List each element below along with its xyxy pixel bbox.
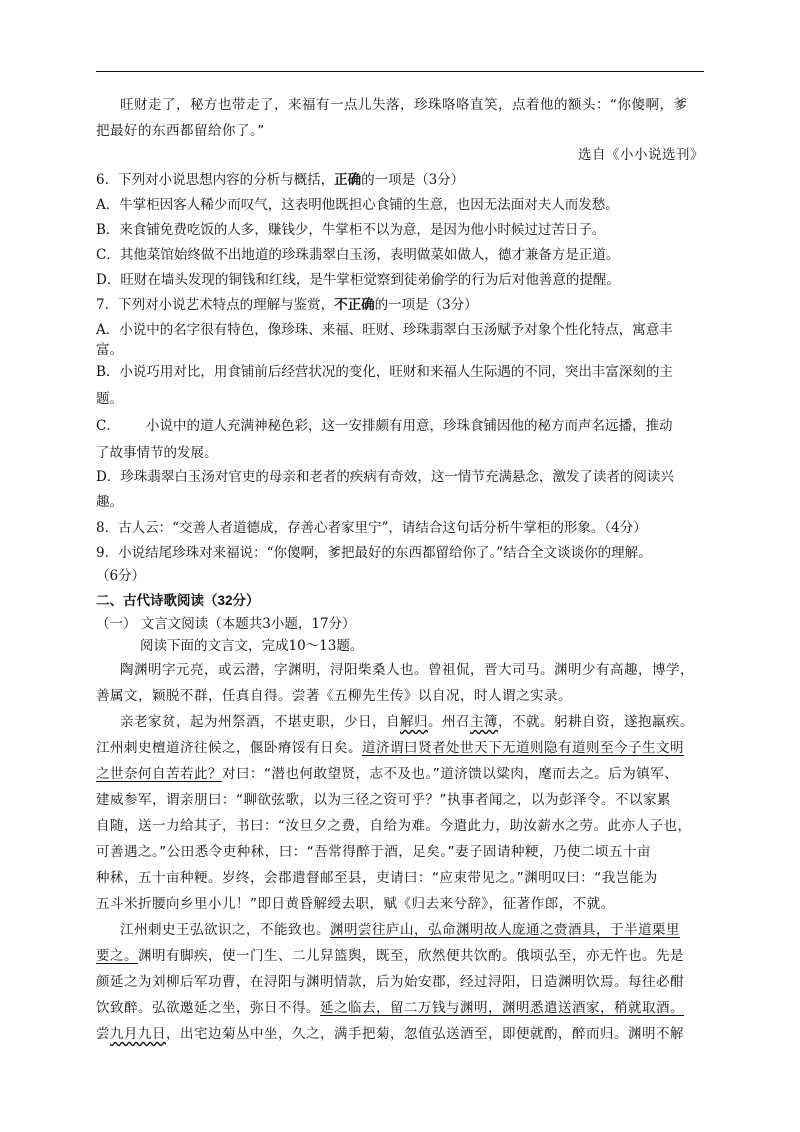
subsection-heading: （一） 文言文阅读（本题共3小题，17分） [96,616,356,632]
passage-line [120,713,694,731]
passage-line [96,765,678,783]
passage-text: 亲老家贫，起为州祭酒，不堪吏职，少日，自 [120,714,400,730]
underlined-sentence: 之世奈何自苦若此？ [96,766,222,782]
story-paragraph-cont: 把最好的东西都留给你了。” [96,123,265,139]
q6-option-b: B．来食铺免费吃饭的人多，赚钱少，牛掌柜不以为意，是因为他小时候过过苦日子。 [96,222,606,238]
q7-option-b-cont: 题。 [96,391,123,407]
q6-option-c: C．其他菜馆始终做不出地道的珍珠翡翠白玉汤，表明做菜如做人，德才兼备方是正道。 [96,247,620,263]
q7-stem-pre: 7．下列对小说艺术特点的理解与鉴赏， [96,297,335,313]
passage-line: 自随，送一力给其子，书曰：“汝旦夕之费，自给为难。今遣此力，助汝薪水之劳。此亦人子也， [96,818,692,834]
q6-stem-post: 的一项是（3分） [361,172,465,188]
passage-text: ，不就。躬耕自资，遂抱羸疾。 [498,714,694,730]
q7-stem-post: 的一项是（3分） [374,297,478,313]
question-7-stem [96,296,478,314]
q7-option-d: D．珍珠翡翠白玉汤对官吏的母亲和老者的疾病有奇效，这一情节充满悬念，激发了读者的阅读兴 [96,469,674,485]
passage-text: 。州召 [428,714,470,730]
annotated-term-date: 九月九日 [110,1026,166,1042]
q6-option-a: A．牛掌柜因客人稀少而叹气，这表明他既担心食铺的生意，也因无法面对夫人而发愁。 [96,197,619,213]
underlined-sentence: 延之临去，留二万钱与渊明，渊明悉遣送酒家，稍就取酒。 [320,1000,684,1016]
q7-option-a: A．小说中的名字很有特色，像珍珠、来福、旺财、珍珠翡翠白玉汤赋予对象个性化特点，寓意丰 [96,322,673,338]
question-9-points: （6分） [96,568,146,584]
q6-option-d: D．旺财在墙头发现的铜钱和红线，是牛掌柜觉察到徒弟偷学的行为后对他善意的提醒。 [96,272,620,288]
q7-option-a-cont: 富。 [96,342,123,358]
passage-line: 陶渊明字元亮，或云潜，字渊明，浔阳柴桑人也。曾祖侃，晋大司马。渊明少有高趣，博学， [120,662,694,678]
question-9: 9．小说结尾珍珠对来福说：“你傻啊，爹把最好的东西都留给你了。”结合全文谈谈你的理解。 [96,545,652,561]
q6-stem-pre: 6．下列对小说思想内容的分析与概括， [96,172,335,188]
passage-line [96,1025,684,1043]
passage-text: ，出宅边菊丛中坐，久之，满手把菊，忽值弘送酒至，即便就酌，醉而归。渊明不解 [166,1026,684,1042]
passage-line: 建威参军，谓亲朋曰：“聊欲弦歌，以为三径之资可乎？”执事者闻之，以为彭泽令。不以家累 [96,792,671,808]
passage-text: 江州刺史檀道济往候之，偃卧瘠馁有日矣。 [96,740,362,756]
section-heading: 二、古代诗歌阅读（32分） [96,593,260,608]
annotated-term-jiegui: 解归 [400,714,428,730]
q7-option-d-cont: 趣。 [96,494,123,510]
passage-line: 善属文，颖脱不群，任真自得。尝著《五柳先生传》以自况，时人谓之实录。 [96,688,572,704]
q7-option-b: B．小说巧用对比，用食铺前后经营状况的变化，旺财和来福人生际遇的不同，突出丰富深刻的主 [96,364,673,380]
passage-text: 江州刺史王弘欲识之，不能致也。 [120,922,330,938]
q7-option-c-cont: 了故事情节的发展。 [96,445,218,461]
passage-text: 对曰：“潜也何敢望贤，志不及也。”道济馈以粱肉，麾而去之。后为镇军、 [222,766,679,782]
q7-option-c-letter: C． [96,418,120,434]
passage-line: 五斗米折腰向乡里小儿！”即日黄昏解绶去职，赋《归去来兮辞》，征著作郎，不就。 [96,896,615,912]
q7-stem-key: 不正确 [334,297,375,313]
q7-option-c: 小说中的道人充满神秘色彩，这一安排颇有用意，珍珠食铺因他的秘方而声名远播，推动 [146,418,673,434]
story-source: 选自《小小说选刊》 [578,147,704,163]
story-paragraph: 旺财走了，秘方也带走了，来福有一点儿失落，珍珠咯咯直笑，点着他的额头：“你傻啊，爹 [120,97,688,113]
header-rule [96,71,704,72]
passage-line [96,947,684,965]
reading-instruction: 阅读下面的文言文，完成10～13题。 [140,638,364,654]
annotated-term-zhubu: 主簿 [470,714,498,730]
passage-line: 可善遇之。”公田悉令吏种秫，曰：“吾常得醉于酒，足矣。”妻子固请种粳，乃使二顷五十亩 [96,844,651,860]
passage-line: 颜延之为刘柳后军功曹，在浔阳与渊明情款，后为始安郡，经过浔阳，日造渊明饮焉。每往必酣 [96,974,684,990]
question-8: 8．古人云：“交善人者道德成，存善心者家里宁”，请结合这句话分析牛掌柜的形象。（4分） [96,520,647,536]
passage-text: 尝 [96,1026,110,1042]
passage-line: 种秫，五十亩种粳。岁终，会郡遣督邮至县，吏请曰：“应束带见之。”渊明叹曰：“我岂能为 [96,870,658,886]
passage-text: 饮致醉。弘欲邀延之坐，弥日不得。 [96,1000,320,1016]
underlined-sentence: 道济谓曰贤者处世天下无道则隐有道则至今子生文明 [362,740,684,756]
passage-line [120,921,680,939]
underlined-sentence: 渊明尝往庐山，弘命渊明故人庞通之赍酒具，于半道栗里 [330,922,680,938]
passage-text: 渊明有脚疾，使一门生、二儿舁篮舆，既至，欣然便共饮酌。俄顷弘至，亦无忤也。先是 [138,948,684,964]
question-6-stem [96,171,464,189]
passage-line [96,999,684,1017]
underlined-sentence: 要之。 [96,948,138,964]
q6-stem-key: 正确 [334,172,362,188]
passage-line [96,739,684,757]
